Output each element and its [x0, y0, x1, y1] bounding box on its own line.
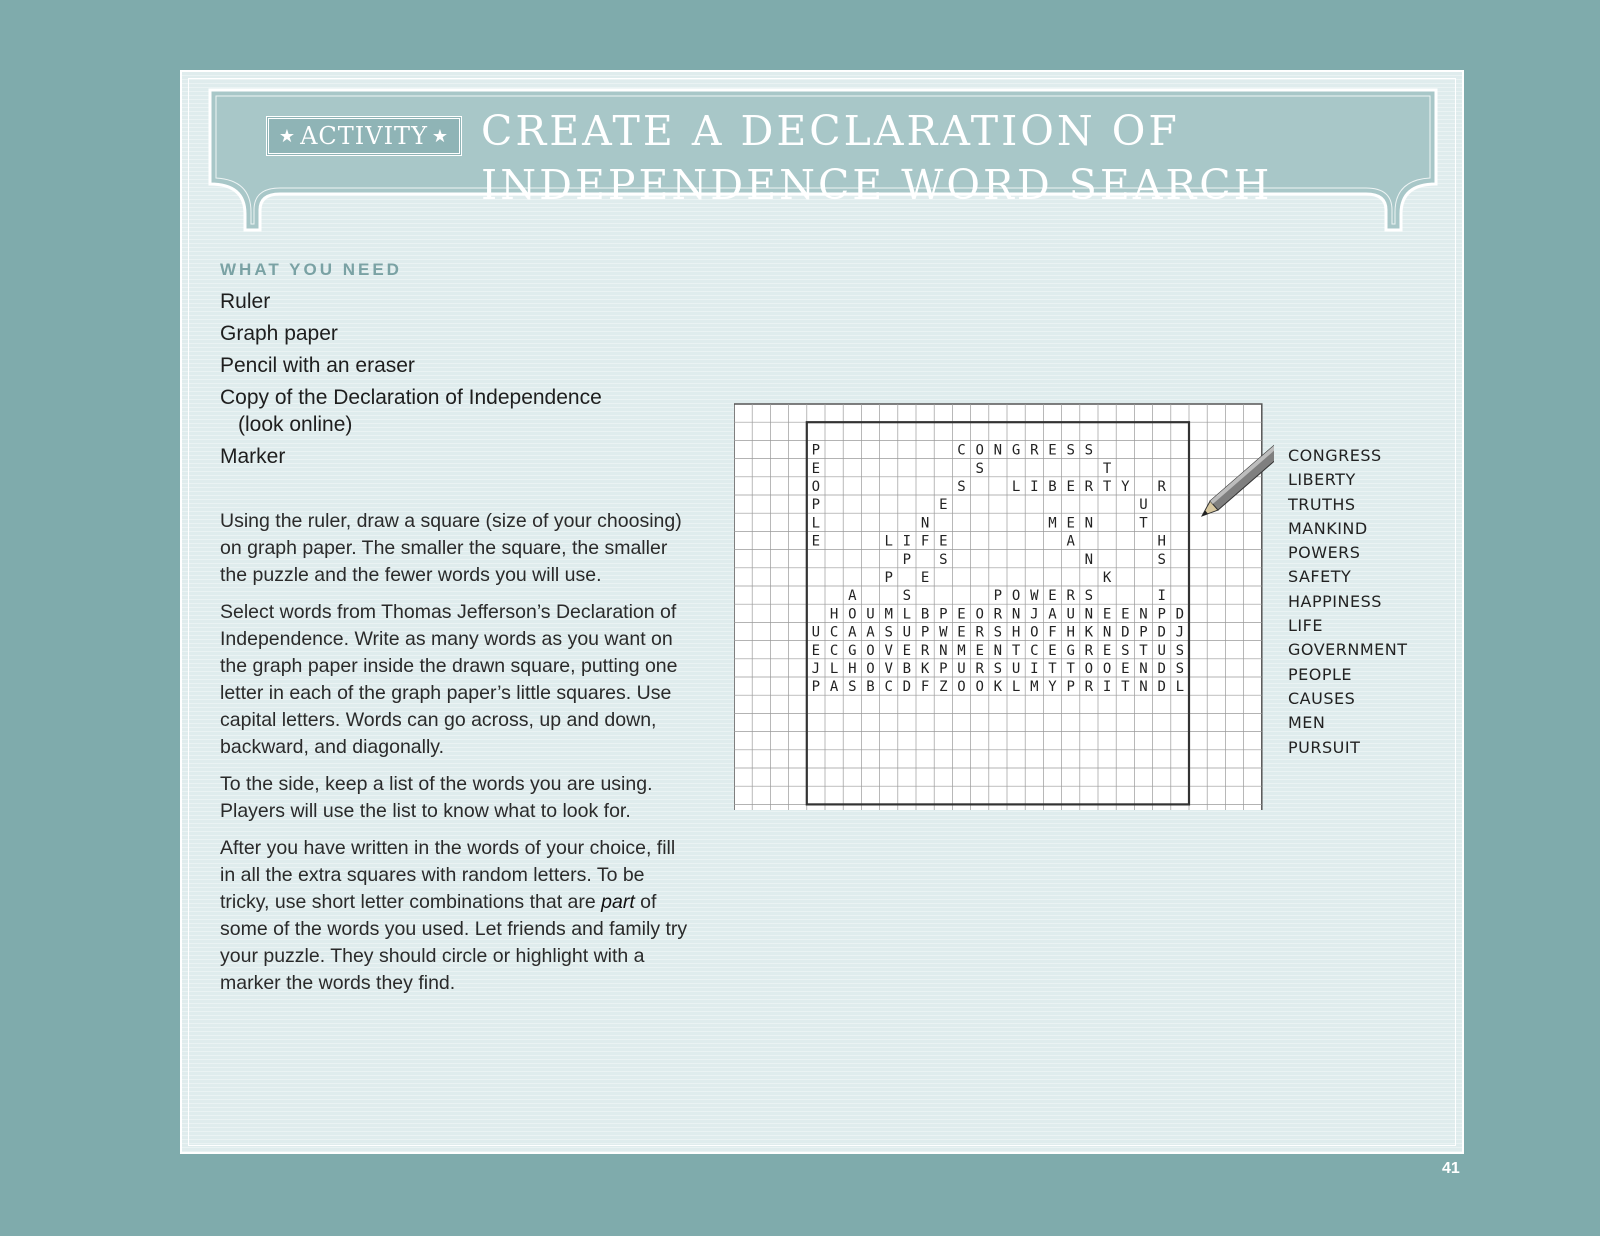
- puzzle-letter: P: [939, 661, 948, 677]
- page-number: 41: [1442, 1160, 1460, 1177]
- puzzle-letter: A: [866, 624, 875, 641]
- puzzle-letter: O: [848, 606, 857, 623]
- puzzle-letter: R: [975, 624, 984, 641]
- puzzle-letter: T: [1121, 679, 1130, 696]
- word-list-item: LIFE: [1288, 616, 1323, 636]
- puzzle-letter: O: [866, 642, 875, 659]
- puzzle-letter: E: [957, 606, 966, 623]
- puzzle-letter: N: [1084, 551, 1094, 568]
- puzzle-letter: L: [1011, 679, 1021, 696]
- puzzle-letter: R: [920, 642, 930, 659]
- puzzle-letter: J: [1030, 606, 1039, 623]
- puzzle-letter: B: [1048, 479, 1057, 495]
- puzzle-letter: E: [1102, 606, 1112, 623]
- puzzle-letter: L: [902, 606, 912, 623]
- puzzle-letter: P: [1157, 606, 1166, 623]
- puzzle-letter: S: [848, 679, 857, 696]
- word-list: [1288, 444, 1408, 760]
- puzzle-letter: L: [1011, 479, 1021, 495]
- puzzle-letter: S: [884, 624, 893, 641]
- puzzle-letter: W: [939, 624, 948, 641]
- puzzle-letter: G: [848, 642, 857, 659]
- puzzle-letter: M: [957, 642, 966, 659]
- puzzle-letter: E: [1048, 642, 1057, 659]
- what-you-need-heading: WHAT YOU NEED: [220, 260, 402, 279]
- puzzle-letter: T: [1066, 661, 1075, 677]
- page-title-line-1: CREATE A DECLARATION OF: [481, 107, 1180, 155]
- puzzle-letter: V: [884, 642, 893, 659]
- puzzle-letter: R: [1084, 679, 1094, 696]
- puzzle-letter: E: [811, 460, 821, 477]
- puzzle-letter: R: [1157, 479, 1166, 495]
- puzzle-letter: P: [1066, 679, 1075, 696]
- activity-page: [180, 70, 1464, 1154]
- puzzle-letter: Z: [939, 679, 948, 696]
- puzzle-letter: P: [811, 442, 821, 459]
- supply-item-pencil: Pencil with an eraser: [220, 354, 415, 377]
- puzzle-letter: P: [1139, 624, 1148, 641]
- puzzle-letter: A: [1066, 533, 1075, 550]
- puzzle-letter: T: [1139, 515, 1148, 532]
- puzzle-letter: Y: [1048, 679, 1057, 696]
- instruction-paragraph-2: Select words from Thomas Jefferson’s Declaration of Independence. Write as many words as you want on the graph paper inside the drawn square, putting one letter in each of the graph paper’s little squares. Use capital letters. Words can go across, up and down, backward, and diagonally.: [220, 601, 678, 758]
- puzzle-letter: O: [957, 679, 966, 696]
- puzzle-letter: O: [866, 661, 875, 677]
- instruction-paragraph-4: [220, 835, 690, 997]
- puzzle-letter: E: [1066, 515, 1075, 532]
- puzzle-letter: P: [993, 588, 1003, 605]
- puzzle-letter: R: [975, 661, 984, 677]
- puzzle-letter: S: [1066, 442, 1075, 459]
- puzzle-letter: O: [1011, 588, 1021, 605]
- puzzle-letter: C: [957, 442, 966, 459]
- puzzle-letter: K: [1102, 570, 1112, 586]
- puzzle-letter: B: [920, 606, 930, 623]
- puzzle-letter: H: [1066, 624, 1075, 641]
- puzzle-letter: E: [811, 533, 821, 550]
- puzzle-letter: O: [811, 479, 821, 495]
- puzzle-letter: N: [993, 642, 1003, 659]
- puzzle-letter: H: [829, 606, 839, 623]
- instruction-paragraph-3: To the side, keep a list of the words you are using. Players will use the list to know what to look for.: [220, 773, 653, 822]
- puzzle-letter: L: [1175, 679, 1185, 696]
- puzzle-letter: T: [1102, 460, 1112, 477]
- puzzle-letter: A: [1048, 606, 1057, 623]
- puzzle-letter: B: [866, 679, 875, 696]
- puzzle-letter: D: [1157, 679, 1166, 696]
- puzzle-letter: S: [1157, 551, 1166, 568]
- puzzle-letter: H: [1011, 624, 1021, 641]
- puzzle-letter: D: [902, 679, 912, 696]
- puzzle-letter: C: [884, 679, 893, 696]
- word-search-illustration: [734, 390, 1274, 815]
- puzzle-letter: K: [993, 679, 1003, 696]
- instruction-paragraph-1: Using the ruler, draw a square (size of your choosing) on graph paper. The smaller the square, the smaller the puzzle and the fewer words you will use.: [220, 510, 682, 586]
- instruction-paragraph-4-start: After you have written in the words of your choice, fill in all the extra squares with random letters. To be tricky, use short letter combinations that are: [220, 837, 676, 913]
- puzzle-letter: I: [1157, 588, 1166, 605]
- header-banner: [206, 86, 1440, 236]
- supply-item-declaration-copy-line2: (look online): [238, 413, 353, 436]
- puzzle-letter: D: [1121, 624, 1130, 641]
- instruction-paragraph-4-end: of some of the words you used. Let friends and family try your puzzle. They should circle or highlight with a marker the words they find.: [220, 891, 688, 994]
- puzzle-letter: E: [1121, 661, 1130, 677]
- supply-item-ruler: Ruler: [220, 290, 271, 313]
- puzzle-letter: W: [1030, 588, 1039, 605]
- puzzle-letter: O: [1102, 661, 1112, 677]
- puzzle-letter: I: [1102, 679, 1112, 696]
- puzzle-letter: J: [811, 661, 821, 677]
- puzzle-letter: U: [1066, 606, 1075, 623]
- puzzle-letter: O: [975, 606, 984, 623]
- puzzle-letter: B: [902, 661, 912, 677]
- puzzle-letter: P: [811, 497, 821, 514]
- puzzle-letter: S: [975, 460, 984, 477]
- page-title: [481, 104, 1272, 212]
- puzzle-letter: S: [1084, 588, 1094, 605]
- puzzle-letter: A: [848, 624, 857, 641]
- puzzle-letter: S: [1084, 442, 1094, 459]
- puzzle-letter: S: [1175, 661, 1185, 677]
- puzzle-letter: E: [811, 642, 821, 659]
- puzzle-letter: S: [902, 588, 912, 605]
- star-icon: ★: [278, 125, 297, 147]
- puzzle-letter: N: [993, 442, 1003, 459]
- puzzle-letter: L: [829, 661, 839, 677]
- puzzle-letter: O: [975, 442, 984, 459]
- puzzle-letter: M: [1030, 679, 1039, 696]
- puzzle-letter: E: [975, 642, 984, 659]
- puzzle-letter: U: [1139, 497, 1148, 514]
- puzzle-letter: P: [902, 551, 912, 568]
- supply-item-declaration-copy: [220, 384, 602, 438]
- puzzle-letter: H: [1157, 533, 1166, 550]
- puzzle-letter: R: [993, 606, 1003, 623]
- activity-badge-label: ACTIVITY: [300, 122, 428, 150]
- puzzle-letter: E: [920, 570, 930, 586]
- puzzle-letter: T: [1011, 642, 1021, 659]
- puzzle-letter: U: [1157, 642, 1166, 659]
- puzzle-letter: U: [957, 661, 966, 677]
- word-list-item: PEOPLE: [1288, 664, 1353, 684]
- puzzle-letter: K: [920, 661, 930, 677]
- star-icon: ★: [431, 125, 450, 147]
- puzzle-letter: O: [1084, 661, 1094, 677]
- puzzle-letter: E: [1066, 479, 1075, 495]
- word-list-item: HAPPINESS: [1288, 591, 1382, 611]
- puzzle-letter: A: [848, 588, 857, 605]
- puzzle-letter: P: [920, 624, 930, 641]
- word-list-item: LIBERTY: [1288, 470, 1356, 490]
- puzzle-letter: D: [1175, 606, 1185, 623]
- puzzle-letter: L: [884, 533, 893, 550]
- puzzle-letter: U: [811, 624, 821, 641]
- puzzle-letter: V: [884, 661, 893, 677]
- puzzle-letter: K: [1084, 624, 1094, 641]
- puzzle-letter: E: [1048, 588, 1057, 605]
- puzzle-letter: I: [1030, 661, 1039, 677]
- puzzle-letter: U: [866, 606, 875, 623]
- puzzle-letter: F: [920, 533, 930, 550]
- puzzle-letter: E: [1121, 606, 1130, 623]
- puzzle-letter: E: [902, 642, 912, 659]
- puzzle-letter: S: [939, 551, 948, 568]
- puzzle-letter: S: [1121, 642, 1130, 659]
- word-list-item: MANKIND: [1288, 518, 1368, 538]
- puzzle-letter: N: [1102, 624, 1112, 641]
- puzzle-letter: A: [829, 679, 839, 696]
- puzzle-letter: P: [884, 570, 893, 586]
- supply-item-declaration-copy-line1: Copy of the Declaration of Independence: [220, 386, 602, 409]
- puzzle-letter: T: [1139, 642, 1148, 659]
- puzzle-letter: S: [1175, 642, 1185, 659]
- puzzle-letter: G: [1011, 442, 1021, 459]
- page-title-line-2: INDEPENDENCE WORD SEARCH: [481, 161, 1273, 209]
- puzzle-letter: H: [848, 661, 857, 677]
- word-list-item: TRUTHS: [1288, 494, 1356, 514]
- puzzle-letter: D: [1157, 624, 1166, 641]
- supplies-list: [220, 288, 602, 475]
- puzzle-letter: S: [993, 661, 1003, 677]
- puzzle-letter: U: [902, 624, 912, 641]
- puzzle-letter: R: [1030, 442, 1039, 459]
- puzzle-letter: F: [1048, 624, 1057, 641]
- puzzle-letter: M: [884, 606, 893, 623]
- puzzle-letter: T: [1048, 661, 1057, 677]
- word-list-item: MEN: [1288, 713, 1326, 733]
- graph-paper-puzzle: [734, 390, 1274, 810]
- puzzle-letter: R: [1084, 479, 1094, 495]
- puzzle-letter: O: [975, 679, 984, 696]
- puzzle-letter: E: [957, 624, 966, 641]
- word-list-item: CAUSES: [1288, 688, 1356, 708]
- puzzle-letter: C: [829, 642, 839, 659]
- puzzle-letter: Y: [1121, 479, 1130, 495]
- instructions: [220, 508, 690, 1007]
- puzzle-letter: N: [1084, 606, 1094, 623]
- puzzle-letter: N: [1011, 606, 1021, 623]
- puzzle-letter: J: [1175, 624, 1185, 641]
- puzzle-letter: E: [1102, 642, 1112, 659]
- puzzle-letter: N: [1139, 606, 1148, 623]
- puzzle-letter: U: [1011, 661, 1021, 677]
- puzzle-letter: G: [1066, 642, 1075, 659]
- supply-item-graph-paper: Graph paper: [220, 322, 338, 345]
- puzzle-letter: P: [811, 679, 821, 696]
- puzzle-letter: S: [993, 624, 1003, 641]
- puzzle-letter: N: [1139, 679, 1148, 696]
- puzzle-letter: E: [939, 497, 948, 514]
- puzzle-letter: C: [1030, 642, 1039, 659]
- puzzle-letter: I: [902, 533, 912, 550]
- puzzle-letter: N: [939, 642, 948, 659]
- puzzle-letter: L: [811, 515, 821, 532]
- puzzle-letter: O: [1030, 624, 1039, 641]
- puzzle-letter: I: [1030, 479, 1039, 495]
- puzzle-letter: D: [1157, 661, 1166, 677]
- activity-badge: [266, 116, 462, 156]
- supply-item-marker: Marker: [220, 445, 286, 468]
- word-list-item: CONGRESS: [1288, 446, 1382, 465]
- puzzle-letter: E: [939, 533, 948, 550]
- puzzle-letter: N: [920, 515, 930, 532]
- instruction-emphasis-part: part: [601, 891, 635, 913]
- puzzle-letter: P: [939, 606, 948, 623]
- puzzle-letter: N: [1084, 515, 1094, 532]
- word-list-item: POWERS: [1288, 543, 1361, 563]
- word-list-item: GOVERNMENT: [1288, 640, 1408, 660]
- puzzle-letter: R: [1084, 642, 1094, 659]
- puzzle-letter: T: [1102, 479, 1112, 495]
- puzzle-letter: S: [957, 479, 966, 495]
- word-list-item: PURSUIT: [1288, 737, 1361, 757]
- puzzle-letter: M: [1048, 515, 1057, 532]
- puzzle-letter: R: [1066, 588, 1075, 605]
- puzzle-letter: N: [1139, 661, 1148, 677]
- puzzle-letter: F: [920, 679, 930, 696]
- puzzle-letter: E: [1048, 442, 1057, 459]
- puzzle-letter: C: [829, 624, 839, 641]
- word-list-item: SAFETY: [1288, 567, 1352, 587]
